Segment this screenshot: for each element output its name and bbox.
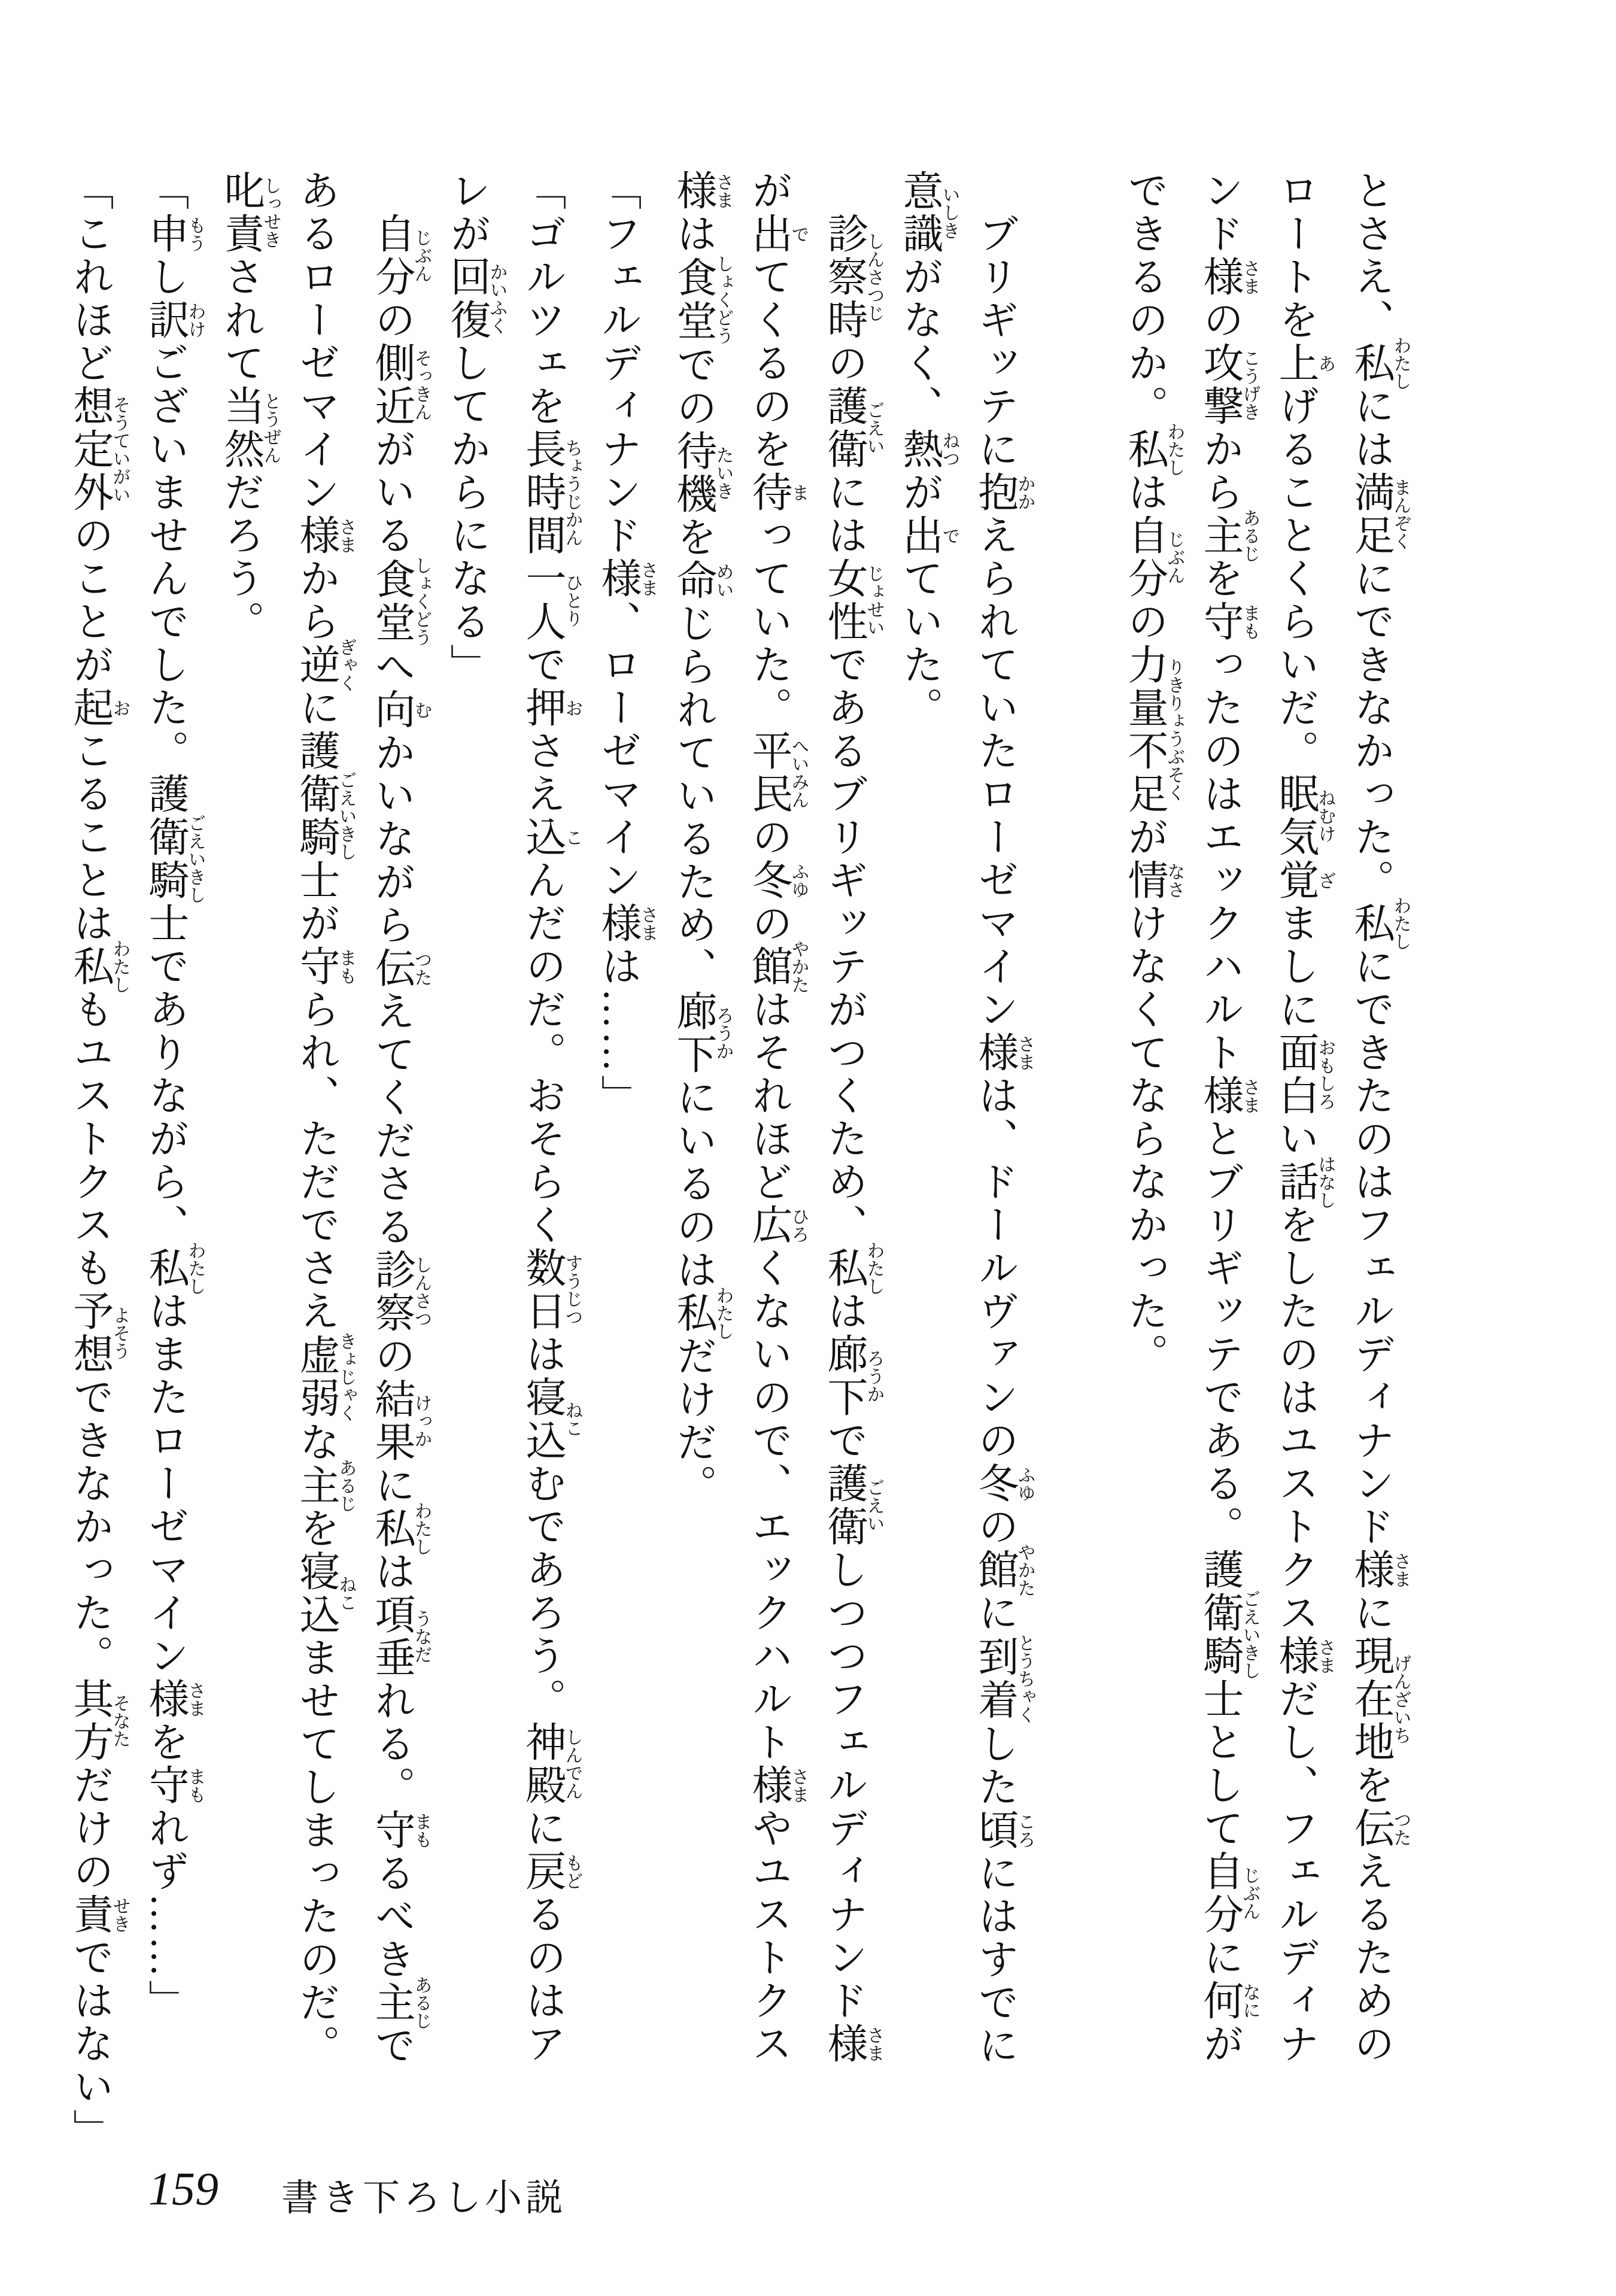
text-line: 意識いしきがなく、熱ねつが出でていた。 — [897, 169, 959, 730]
blank-line — [1034, 169, 1108, 2067]
ruby-annotated-word: 私わたし — [68, 940, 130, 994]
ruby-annotated-word: 主あるじ — [1198, 509, 1260, 563]
ruby-annotated-word: 護衛ごえい — [822, 385, 884, 471]
ruby-annotated-word: 数日すうじつ — [520, 1247, 582, 1333]
ruby-annotated-word: 現在地げんざいち — [1348, 1635, 1411, 1764]
text-line: 「ゴルツェを長時間ちょうじかん一人ひとりで押おさえ込こんだのだ。おそらく数日すうじつは寝込ねこむであろう。神殿しんでんに戻もどるのはア — [520, 169, 582, 2066]
ruby-annotated-word: 護衛騎士ごえいきし — [294, 730, 356, 902]
ruby-annotated-word: 伝つた — [1348, 1807, 1411, 1850]
text-line: とさえ、私わたしには満足まんぞくにできなかった。私わたしにできたのはフェルディナンド様さまに現在地げんざいちを伝つたえるための — [1348, 169, 1411, 2066]
ruby-annotated-word: 診察時しんさつじ — [822, 212, 884, 342]
text-line: 様さまは食堂しょくどうでの待機たいきを命めいじられているため、廊下ろうかにいるのは私わたしだけだ。 — [671, 169, 733, 1507]
ruby-annotated-word: 側近そっきん — [369, 342, 432, 428]
text-line: できるのか。私わたしは自分じぶんの力量不足りきりょうぶそくが情なさけなくてならなかった。 — [1122, 169, 1184, 1376]
ruby-annotated-word: 回復かいふく — [445, 256, 507, 342]
text-line: が出でてくるのを待まっていた。平民へいみんの冬ふゆの館やかたはそれほど広ひろくないので、エックハルト様さまやユストクス — [746, 169, 809, 2066]
ruby-annotated-word: 守まも — [143, 1764, 205, 1807]
ruby-annotated-word: 覚ざ — [1273, 859, 1335, 902]
ruby-annotated-word: 私わたし — [1348, 897, 1411, 950]
ruby-annotated-word: 私わたし — [369, 1502, 432, 1556]
ruby-annotated-word: 力量不足りきりょうぶそく — [1122, 643, 1184, 816]
ruby-annotated-word: 診察しんさつ — [369, 1249, 432, 1335]
ruby-annotated-word: 命めい — [671, 559, 733, 602]
ruby-annotated-word: 其方そなた — [68, 1678, 130, 1764]
ruby-annotated-word: 叱責しっせき — [218, 169, 281, 256]
ruby-annotated-word: 主あるじ — [369, 1976, 432, 2030]
ruby-annotated-word: 伝つた — [369, 947, 432, 990]
ruby-annotated-word: 一人ひとり — [520, 557, 582, 643]
text-line: 自分じぶんの側近そっきんがいる食堂しょくどうへ向むかいながら伝つたえてくださる診察しんさつの結果けっかに私わたしは項垂うなだれる。守まもるべき主あるじで — [369, 212, 432, 2067]
ruby-annotated-word: 頃ころ — [973, 1809, 1035, 1852]
page-number: 159 — [148, 2163, 218, 2215]
ruby-annotated-word: 主あるじ — [294, 1459, 356, 1513]
ruby-annotated-word: 私わたし — [1122, 423, 1184, 476]
ruby-annotated-word: 様さま — [746, 1764, 809, 1807]
text-line: レが回復かいふくしてからになる」 — [445, 169, 507, 687]
ruby-annotated-word: 込こ — [520, 816, 582, 859]
ruby-annotated-word: 到着とうちゃく — [973, 1633, 1035, 1724]
ruby-annotated-word: 私わたし — [143, 1241, 205, 1295]
text-line: 「フェルディナンド様さま、ローゼマイン様さまは……」 — [596, 169, 658, 1117]
ruby-annotated-word: 眠気ねむけ — [1273, 773, 1335, 859]
ruby-annotated-word: 向む — [369, 688, 432, 731]
text-line: 診察時しんさつじの護衛ごえいには女性じょせいであるブリギッテがつくため、私わたしは廊下ろうかで護衛ごえいしつつフェルディナンド様さま — [822, 212, 884, 2066]
ruby-annotated-word: 守まも — [369, 1809, 432, 1852]
ruby-annotated-word: 様さま — [1198, 1074, 1260, 1117]
ruby-annotated-word: 冬ふゆ — [973, 1462, 1035, 1505]
ruby-annotated-word: 自分じぶん — [1122, 514, 1184, 600]
ruby-annotated-word: 護衛騎士ごえいきし — [143, 773, 205, 945]
ruby-annotated-word: 館やかた — [973, 1543, 1035, 1597]
ruby-annotated-word: 押お — [520, 687, 582, 730]
ruby-annotated-word: 護衛ごえい — [822, 1462, 884, 1548]
ruby-annotated-word: 館やかた — [746, 940, 809, 994]
ruby-annotated-word: 様さま — [596, 557, 658, 600]
ruby-annotated-word: 私わたし — [1348, 336, 1411, 390]
ruby-annotated-word: 抱かか — [973, 471, 1035, 514]
ruby-annotated-word: 項垂うなだ — [369, 1593, 432, 1680]
ruby-annotated-word: 様さま — [973, 1031, 1035, 1074]
section-label: 書き下ろし小説 — [281, 2178, 567, 2219]
ruby-annotated-word: 食堂しょくどう — [369, 556, 432, 646]
ruby-annotated-word: 自分じぶん — [1198, 1850, 1260, 1936]
ruby-annotated-word: 平民へいみん — [746, 730, 809, 816]
text-line: あるローゼマイン様さまから逆ぎゃくに護衛騎士ごえいきしが守まもられ、ただでさえ虚弱きょじゃくな主あるじを寝込ねこませてしまったのだ。 — [294, 169, 356, 2067]
ruby-annotated-word: 守まも — [294, 945, 356, 988]
ruby-annotated-word: 予想よそう — [68, 1290, 130, 1376]
text-line: 「これほど想定外そうていがいのことが起おこることは私わたしもユストクスも予想よそうできなかった。其方そなただけの責せきではない」 — [68, 169, 130, 2152]
ruby-annotated-word: 守まも — [1198, 600, 1260, 643]
ruby-annotated-word: 自分じぶん — [369, 212, 432, 299]
ruby-annotated-word: 出で — [897, 514, 959, 557]
ruby-annotated-word: 様さま — [822, 2022, 884, 2066]
ruby-annotated-word: 意識いしき — [897, 169, 959, 256]
text-line: 叱責しっせきされて当然とうぜんだろう。 — [218, 169, 281, 643]
ruby-annotated-word: 待機たいき — [671, 430, 733, 516]
ruby-annotated-word: 上あ — [1273, 342, 1335, 385]
ruby-annotated-word: 女性じょせい — [822, 557, 884, 643]
text-line: ブリギッテに抱かかえられていたローゼマイン様さまは、ドールヴァンの冬ふゆの館やかたに到着とうちゃくした頃ころにはすでに — [973, 212, 1035, 2067]
ruby-annotated-word: 申もう — [143, 212, 205, 256]
ruby-annotated-word: 様さま — [671, 169, 733, 212]
ruby-annotated-word: 責せき — [68, 1893, 130, 1936]
ruby-annotated-word: 面白おもしろ — [1273, 1031, 1335, 1117]
text-line: 「申もうし訳わけございませんでした。護衛騎士ごえいきしでありながら、私わたしはまたローゼマイン様さまを守まもれず……」 — [143, 169, 205, 2022]
ruby-annotated-word: 戻もど — [520, 1850, 582, 1893]
ruby-annotated-word: 訳わけ — [143, 299, 205, 342]
ruby-annotated-word: 広ひろ — [746, 1204, 809, 1247]
ruby-annotated-word: 逆ぎゃく — [294, 638, 356, 692]
ruby-annotated-word: 様さま — [143, 1678, 205, 1721]
ruby-annotated-word: 起お — [68, 687, 130, 730]
ruby-annotated-word: 食堂しょくどう — [671, 254, 733, 345]
page-footer — [0, 2162, 1616, 2234]
ruby-annotated-word: 様さま — [596, 902, 658, 945]
ruby-annotated-word: 虚弱きょじゃく — [294, 1332, 356, 1422]
ruby-annotated-word: 当然とうぜん — [218, 385, 281, 471]
ruby-annotated-word: 話はなし — [1273, 1155, 1335, 1209]
ruby-annotated-word: 待ま — [746, 471, 809, 514]
ruby-annotated-word: 満足まんぞく — [1348, 471, 1411, 557]
ruby-annotated-word: 出で — [746, 212, 809, 256]
ruby-annotated-word: 何なに — [1198, 1979, 1260, 2022]
text-line: ロートを上あげることくらいだ。眠気ねむけ覚ざましに面白おもしろい話はなしをしたのはユストクス様さまだし、フェルディナ — [1273, 169, 1335, 2066]
ruby-annotated-word: 寝込ねこ — [520, 1376, 582, 1462]
novel-text-block — [53, 169, 1411, 2152]
ruby-annotated-word: 想定外そうていがい — [68, 385, 130, 514]
ruby-annotated-word: 神殿しんでん — [520, 1721, 582, 1807]
ruby-annotated-word: 長時間ちょうじかん — [520, 428, 582, 557]
ruby-annotated-word: 護衛騎士ごえいきし — [1198, 1548, 1260, 1721]
ruby-annotated-word: 様さま — [1273, 1635, 1335, 1678]
text-line: ンド様さまの攻撃こうげきから主あるじを守まもったのはエックハルト様さまとブリギッテである。護衛騎士ごえいきしとして自分じぶんに何なにが — [1198, 169, 1260, 2066]
ruby-annotated-word: 寝込ねこ — [294, 1550, 356, 1636]
ruby-annotated-word: 様さま — [1198, 256, 1260, 299]
ruby-annotated-word: 私わたし — [671, 1286, 733, 1340]
ruby-annotated-word: 廊下ろうか — [822, 1333, 884, 1419]
ruby-annotated-word: 冬ふゆ — [746, 859, 809, 902]
ruby-annotated-word: 熱ねつ — [897, 428, 959, 471]
ruby-annotated-word: 様さま — [294, 514, 356, 557]
ruby-annotated-word: 様さま — [1348, 1548, 1411, 1592]
ruby-annotated-word: 私わたし — [822, 1241, 884, 1295]
ruby-annotated-word: 結果けっか — [369, 1378, 432, 1464]
ruby-annotated-word: 攻撃こうげき — [1198, 342, 1260, 428]
ruby-annotated-word: 情なさ — [1122, 859, 1184, 902]
ruby-annotated-word: 廊下ろうか — [671, 990, 733, 1076]
